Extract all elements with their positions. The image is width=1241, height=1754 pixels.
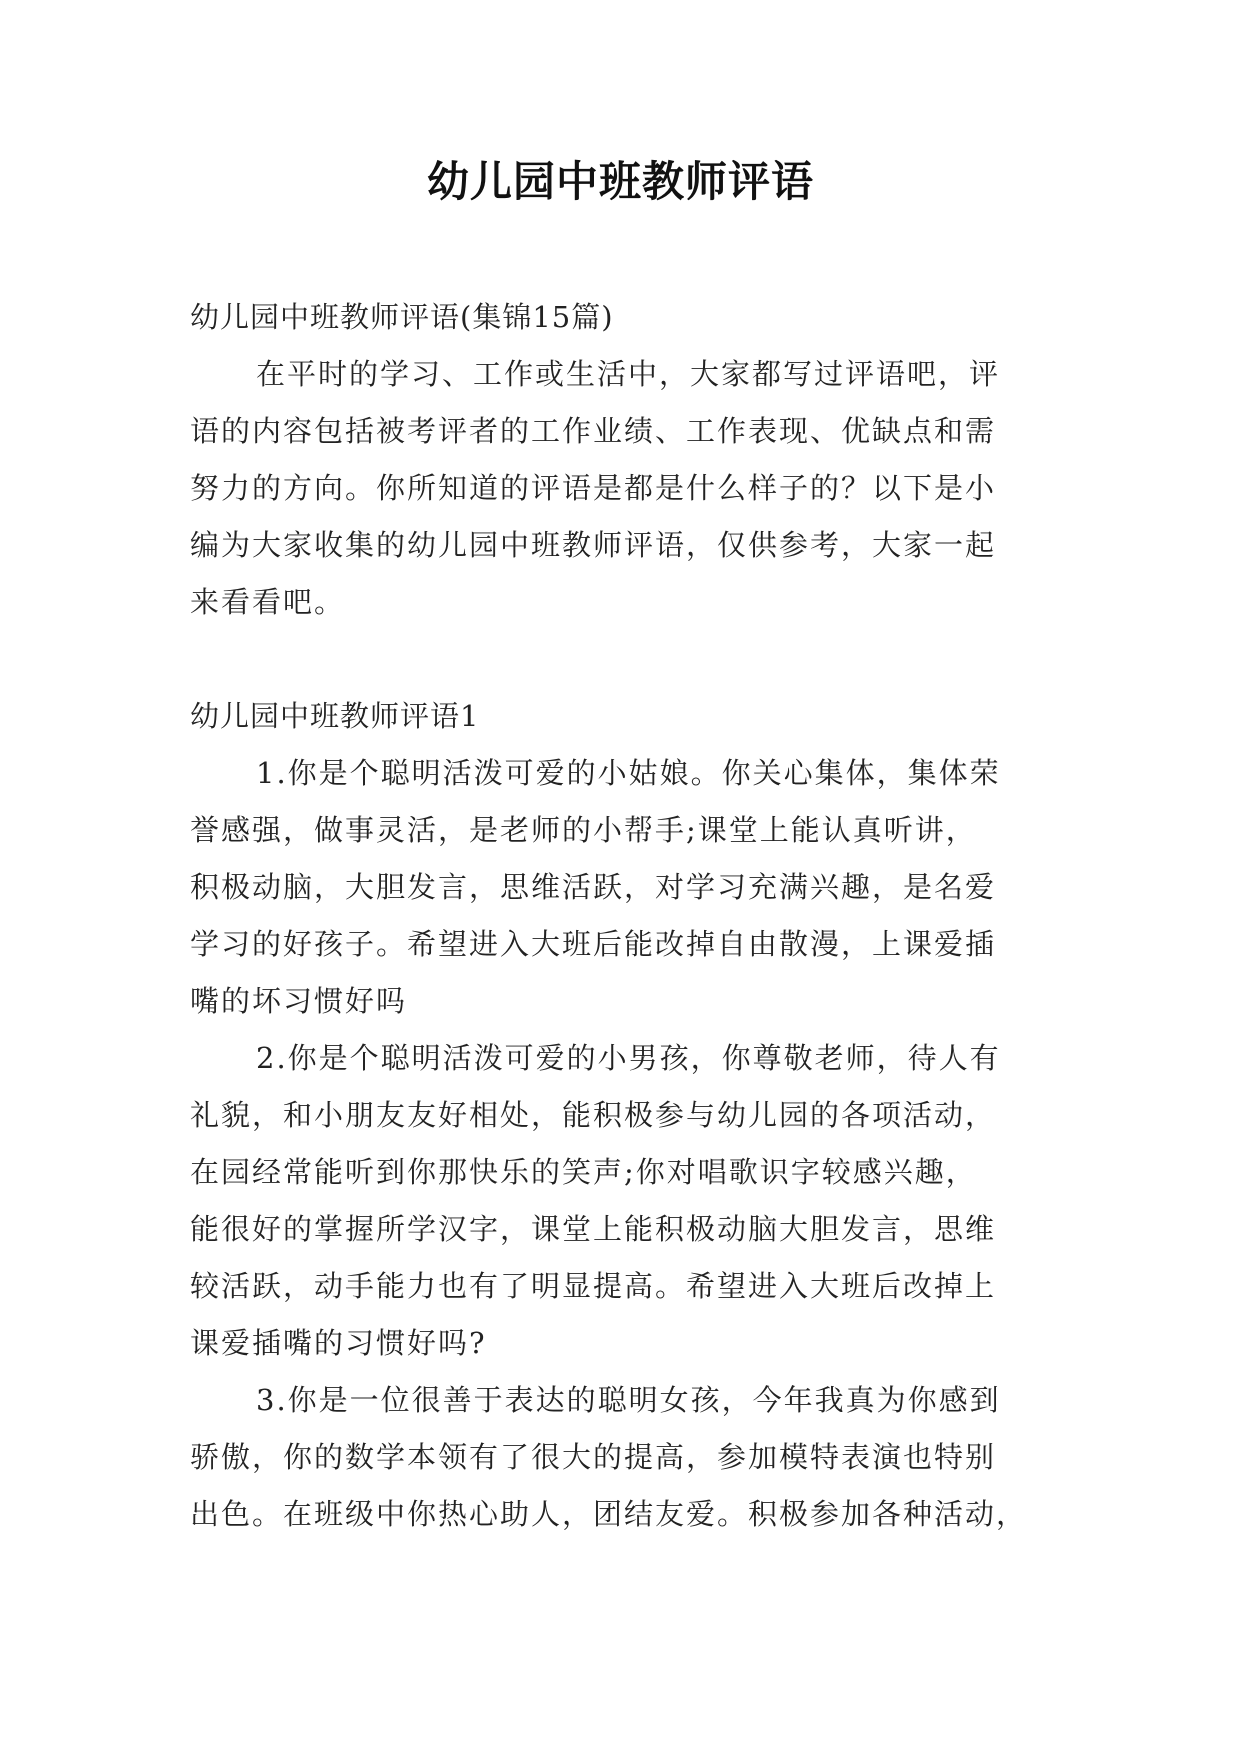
comment-2-line: 礼貌，和小朋友友好相处，能积极参与幼儿园的各项活动， (190, 1098, 997, 1132)
paragraph-gap (190, 631, 1050, 688)
comment-1-line: 学习的好孩子。希望进入大班后能改掉自由散漫，上课爱插 (190, 927, 997, 961)
comment-2-line: 较活跃，动手能力也有了明显提高。希望进入大班后改掉上 (190, 1269, 997, 1303)
document-body (190, 289, 1050, 1543)
comment-2-line: 2.你是个聪明活泼可爱的小男孩，你尊敬老师，待人有 (256, 1041, 1001, 1075)
document-subtitle: 幼儿园中班教师评语(集锦15篇) (190, 300, 614, 334)
document-title: 幼儿园中班教师评语 (426, 157, 814, 206)
section-heading: 幼儿园中班教师评语1 (190, 699, 480, 733)
comment-1-line: 1.你是个聪明活泼可爱的小姑娘。你关心集体，集体荣 (256, 756, 1001, 790)
comment-2-line: 课爱插嘴的习惯好吗? (190, 1326, 487, 1360)
comment-2-line: 能很好的掌握所学汉字，课堂上能积极动脑大胆发言，思维 (190, 1212, 997, 1246)
intro-line: 努力的方向。你所知道的评语是都是什么样子的？以下是小 (190, 471, 997, 505)
comment-1-line: 积极动脑，大胆发言，思维活跃，对学习充满兴趣，是名爱 (190, 870, 997, 904)
comment-3-line: 出色。在班级中你热心助人，团结友爱。积极参加各种活动， (190, 1497, 1028, 1531)
intro-line: 语的内容包括被考评者的工作业绩、工作表现、优缺点和需 (190, 414, 997, 448)
comment-1-line: 嘴的坏习惯好吗 (190, 984, 408, 1018)
comment-3-line: 3.你是一位很善于表达的聪明女孩，今年我真为你感到 (256, 1383, 1001, 1417)
comment-2-line: 在园经常能听到你那快乐的笑声;你对唱歌识字较感兴趣， (190, 1155, 977, 1189)
comment-1-line: 誉感强，做事灵活，是老师的小帮手;课堂上能认真听讲， (190, 813, 977, 847)
intro-line: 来看看吧。 (190, 585, 346, 619)
comment-3-line: 骄傲，你的数学本领有了很大的提高，参加模特表演也特别 (190, 1440, 997, 1474)
intro-line: 编为大家收集的幼儿园中班教师评语，仅供参考，大家一起 (190, 528, 997, 562)
intro-line: 在平时的学习、工作或生活中，大家都写过评语吧，评 (256, 357, 1001, 391)
